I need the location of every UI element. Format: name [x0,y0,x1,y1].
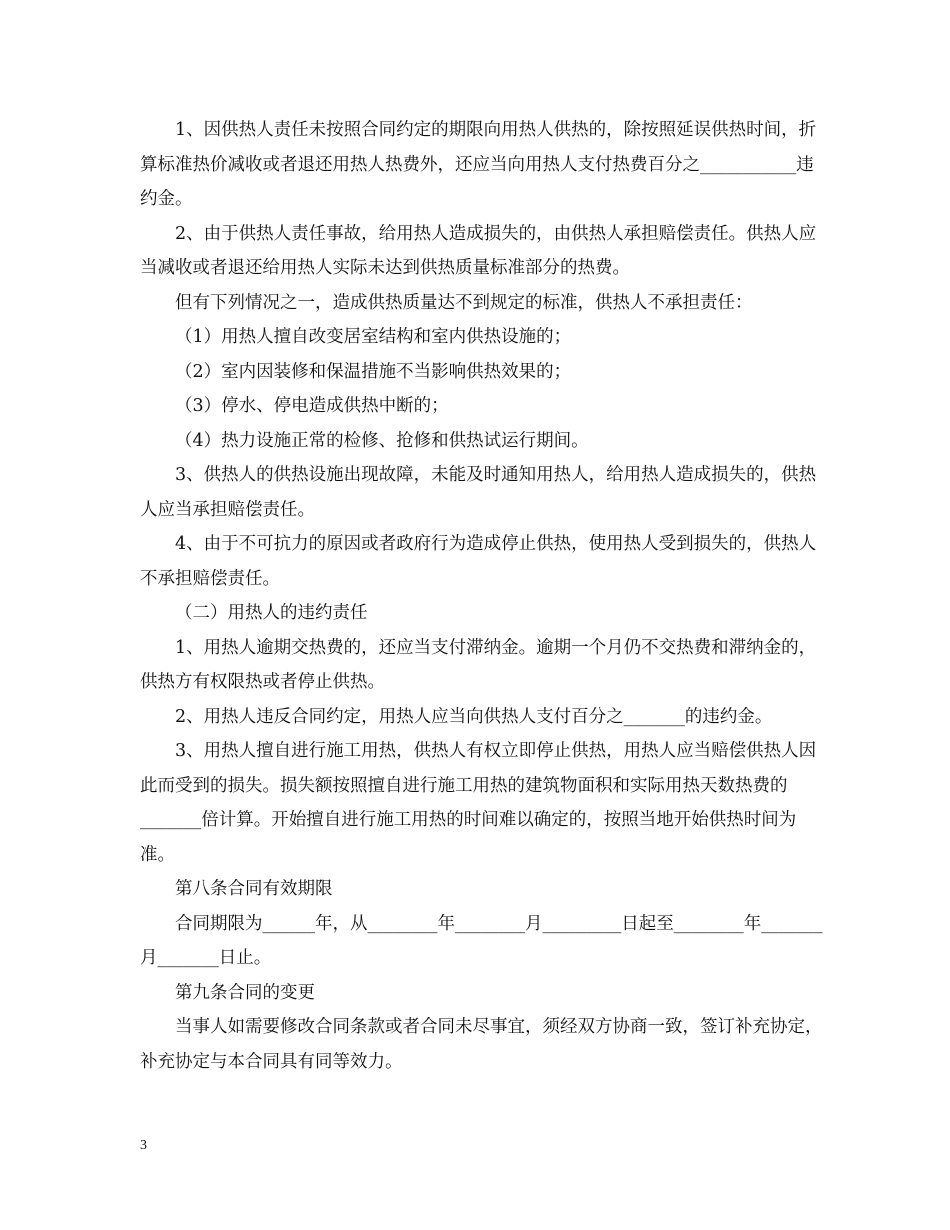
page-number: 3 [140,1138,147,1153]
paragraph-force-majeure: 4、由于不可抗力的原因或者政府行为造成停止供热，使用热人受到损失的，供热人不承担赔偿责任。 [140,534,817,589]
paragraph-construction-heat: 3、用热人擅自进行施工用热，供热人有权立即停止供热，用热人应当赔偿供热人因此而受到的损失。损失额按照擅自进行施工用热的建筑物面积和实际用热天数热费的_______倍计算。开始擅自进行施工用热的时间难以确定的，按照当地开始供热时间为准。 [140,741,817,865]
paragraph-exemption-4: （4）热力设施正常的检修、抢修和供热试运行期间。 [175,430,589,451]
paragraph-exemption-2: （2）室内因装修和保温措施不当影响供热效果的； [175,361,572,382]
paragraph-amendment: 当事人如需要修改合同条款或者合同未尽事宜，须经双方协商一致，签订补充协定，补充协定与本合同具有同等效力。 [140,1017,823,1072]
section-heading-user-liability: （二）用热人的违约责任 [175,603,368,623]
paragraph-breach-penalty: 2、用热人违反合同约定，用热人应当向供热人支付百分之_______的违约金。 [175,706,773,727]
article-heading-amendment: 第九条合同的变更 [175,982,315,1003]
paragraph-late-payment: 1、用热人逾期交热费的，还应当支付滞纳金。逾期一个月仍不交热费和滞纳金的，供热方有权限热或者停止供热。 [140,637,817,692]
paragraph-exemption-intro: 但有下列情况之一，造成供热质量达不到规定的标准，供热人不承担责任： [175,292,753,313]
paragraph-contract-term: 合同期限为______年，从________年________月_________日起至________年_______月_______日止。 [140,913,823,968]
paragraph-facility-failure: 3、供热人的供热设施出现故障，未能及时通知用热人，给用热人造成损失的，供热人应当承担赔偿责任。 [140,465,817,520]
document-body [140,113,830,1079]
paragraph-exemption-3: （3）停水、停电造成供热中断的； [175,396,449,416]
paragraph-heat-supply-delay: 1、因供热人责任未按照合同约定的期限向用热人供热的，除按照延误供热时间，折算标准热价减收或者退还用热人热费外，还应当向用热人支付热费百分之___________违约金。 [140,120,817,209]
paragraph-exemption-1: （1）用热人擅自改变居室结构和室内供热设施的； [175,327,572,347]
paragraph-supplier-accident: 2、由于供热人责任事故，给用热人造成损失的，由供热人承担赔偿责任。供热人应当减收或者退还给用热人实际未达到供热质量标准部分的热费。 [140,223,817,278]
article-heading-term: 第八条合同有效期限 [175,879,333,899]
